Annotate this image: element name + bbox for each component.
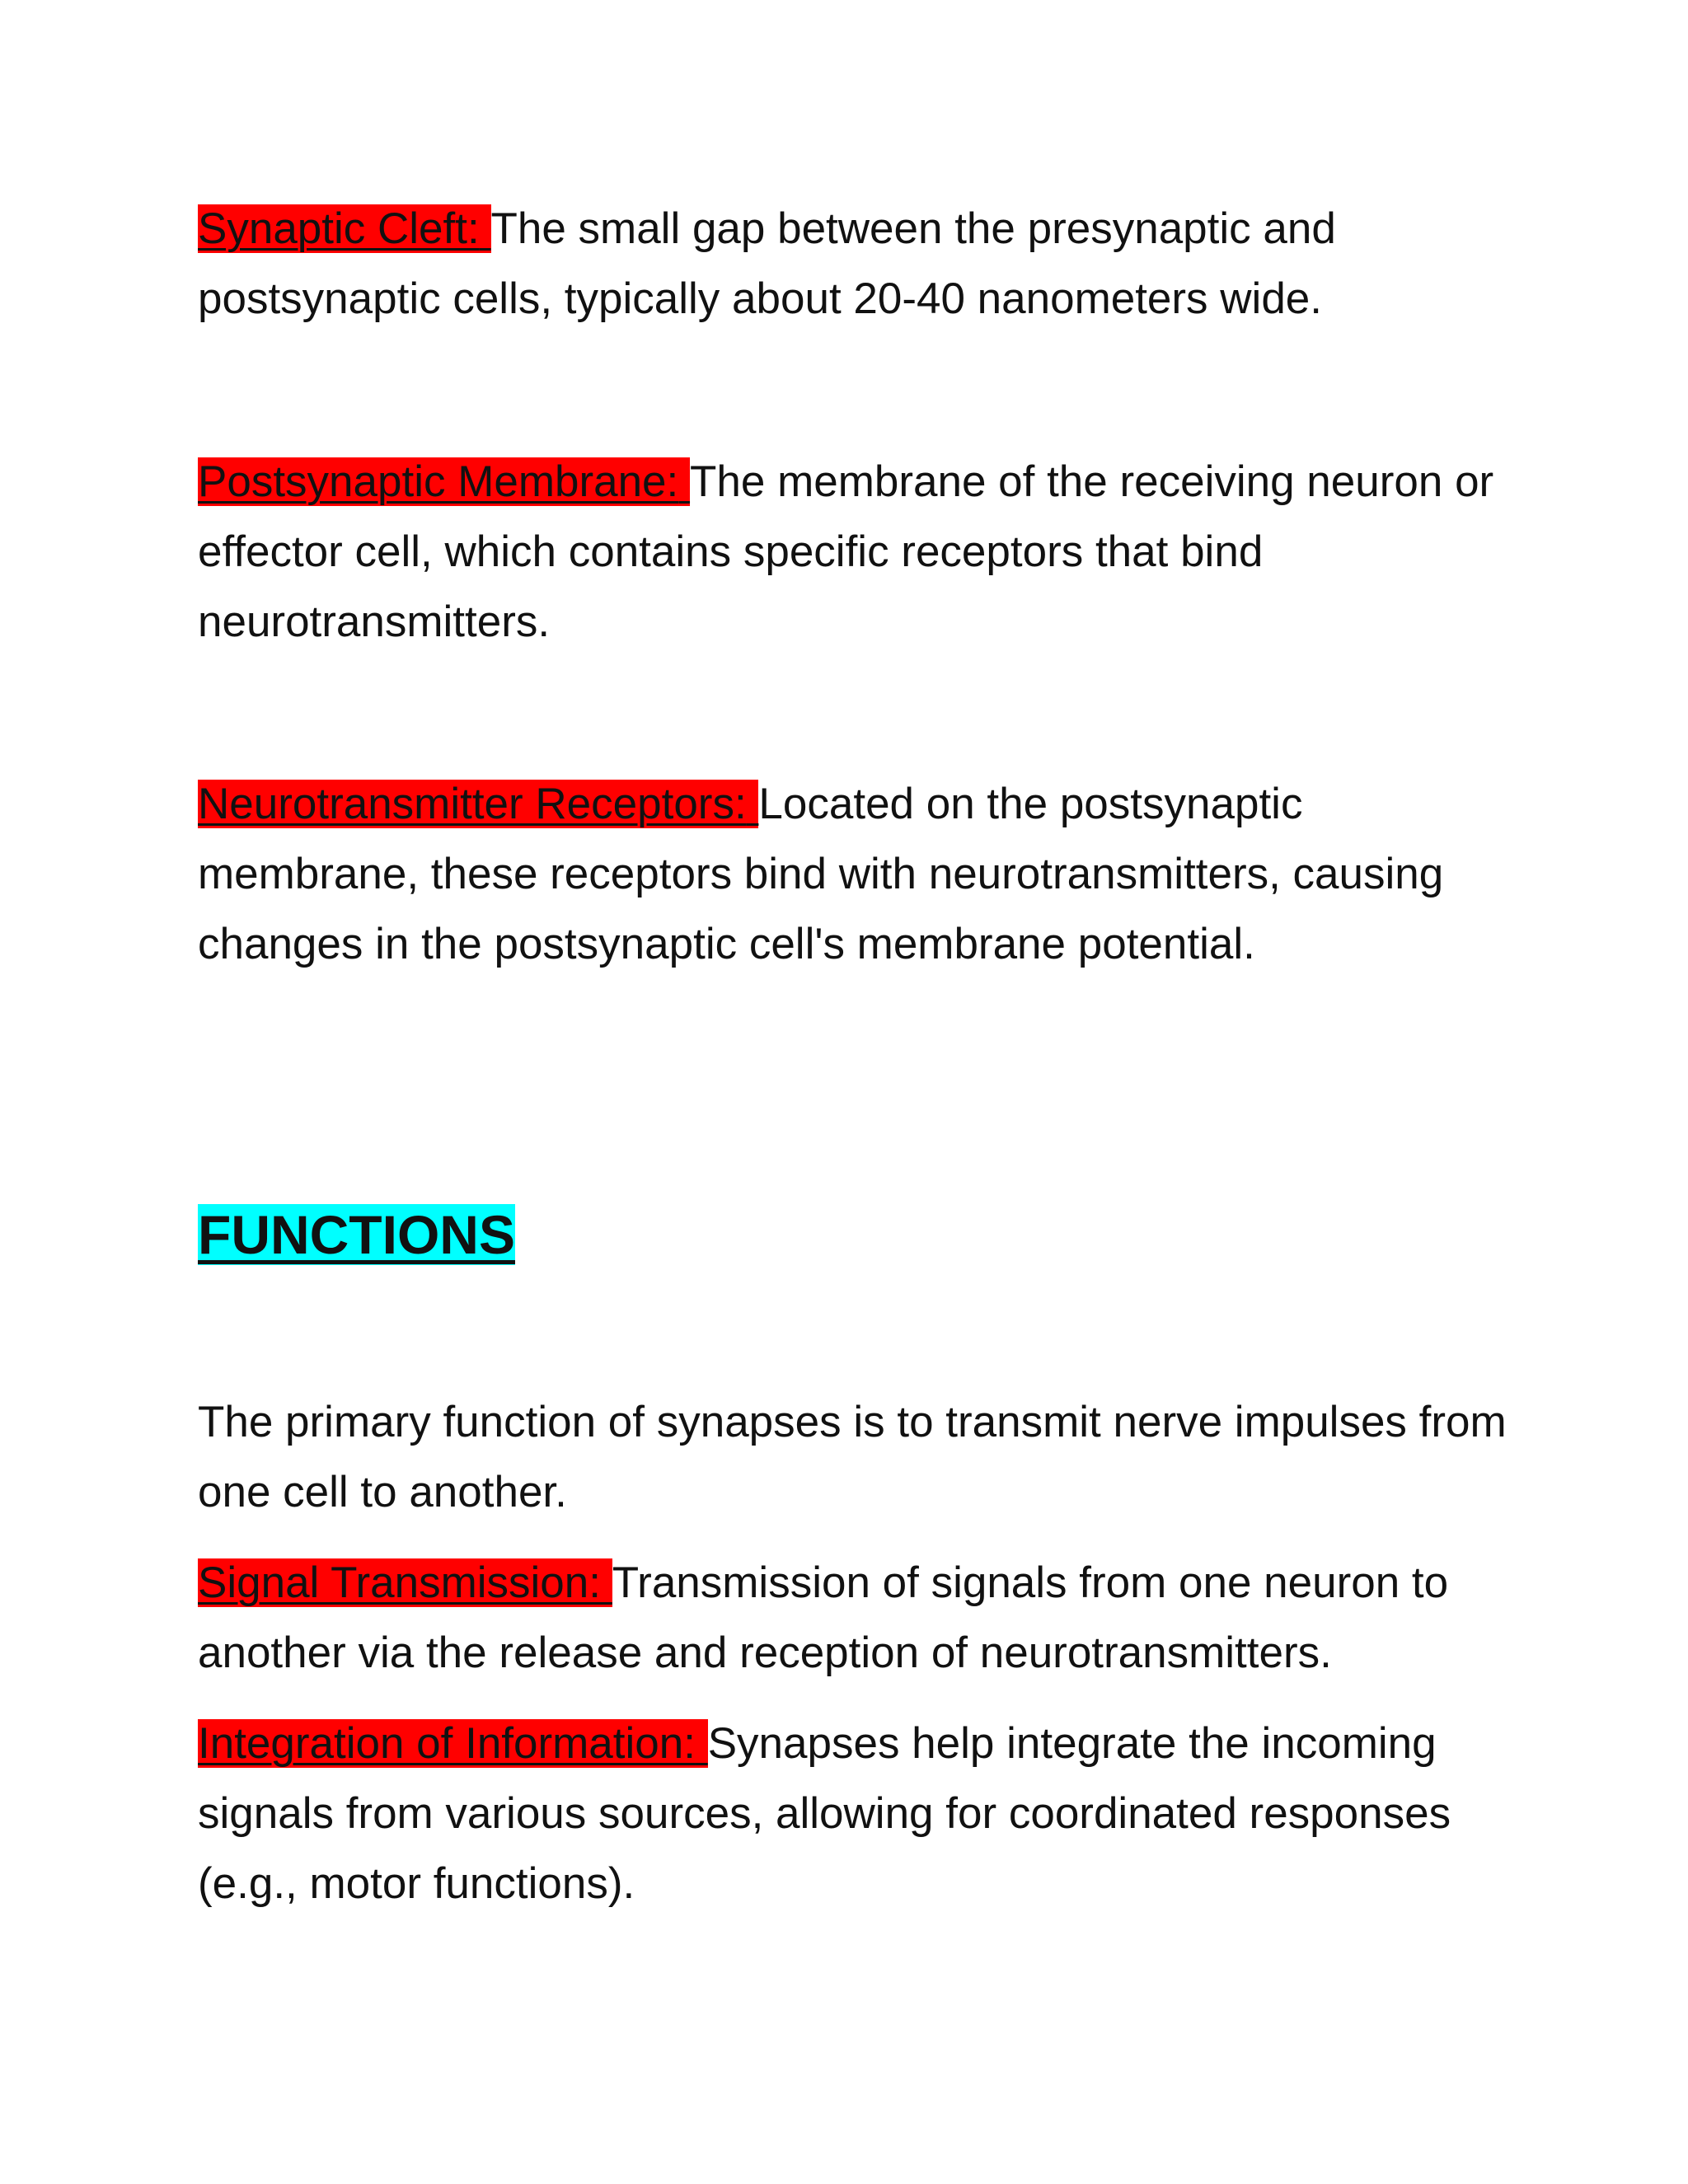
functions-intro: The primary function of synapses is to transmit nerve impulses from one cell to another. — [198, 1398, 1507, 1516]
term-highlight: Postsynaptic Membrane: — [198, 457, 679, 506]
term-spacer — [480, 204, 491, 253]
term-spacer — [696, 1719, 708, 1768]
definition-text: The small gap between the presynaptic and postsynaptic cells, typically about 20-40 nanometers wide. — [198, 204, 1336, 323]
definition-neurotransmitter-receptors — [198, 769, 1517, 979]
term-highlight: Integration of Information: — [198, 1719, 696, 1768]
term-spacer — [601, 1558, 612, 1607]
definition-text: Located on the postsynaptic membrane, these receptors bind with neurotransmitters, causing changes in the postsynaptic cell's membrane potential. — [198, 780, 1444, 968]
function-text: Transmission of signals from one neuron to another via the release and reception of neurotransmitters. — [198, 1558, 1449, 1677]
definition-postsynaptic-membrane — [198, 447, 1517, 657]
section-heading-functions — [198, 1195, 515, 1274]
heading-text: FUNCTIONS — [198, 1204, 515, 1265]
term-spacer — [678, 457, 690, 506]
function-integration-of-information — [198, 1708, 1517, 1919]
function-text: Synapses help integrate the incoming signals from various sources, allowing for coordinated responses (e.g., motor functions). — [198, 1719, 1451, 1908]
definition-text: The membrane of the receiving neuron or effector cell, which contains specific receptors that bind neurotransmitters. — [198, 457, 1494, 646]
term-highlight: Neurotransmitter Receptors: — [198, 780, 747, 828]
term-spacer — [747, 780, 759, 828]
definition-synaptic-cleft — [198, 194, 1517, 334]
function-signal-transmission — [198, 1548, 1517, 1688]
term-highlight: Synaptic Cleft: — [198, 204, 480, 253]
term-highlight: Signal Transmission: — [198, 1558, 601, 1607]
